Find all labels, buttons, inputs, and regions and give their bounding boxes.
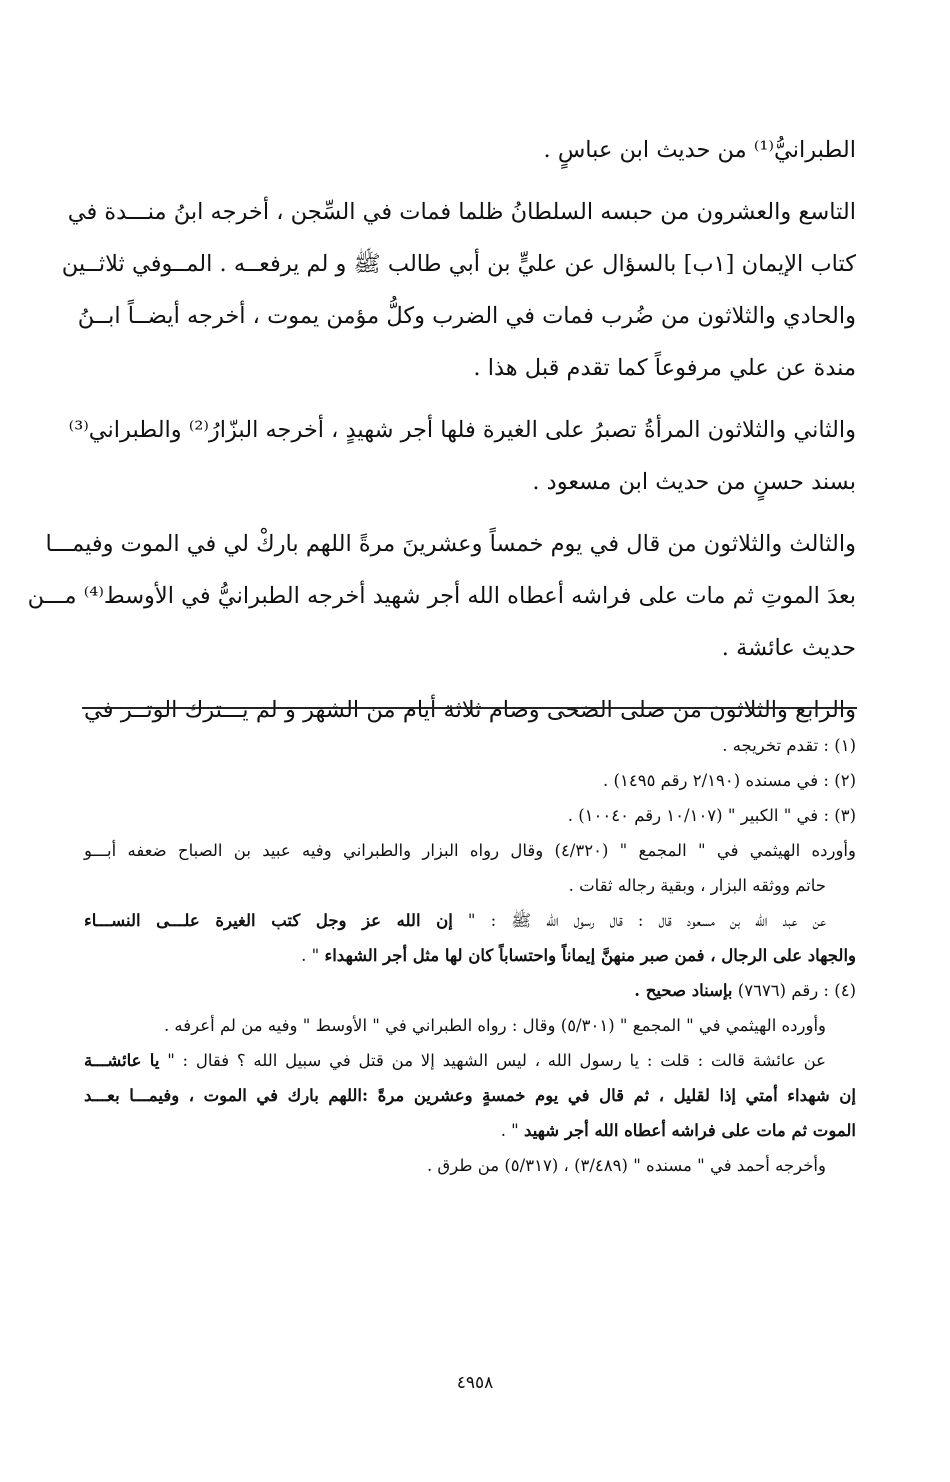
footnote-divider xyxy=(82,707,857,709)
footnote-1: (١) : تقدم تخريجه . xyxy=(722,736,856,755)
paragraph xyxy=(61,186,856,394)
text-line: حديث عائشة . xyxy=(721,635,856,661)
hadith-close: " . xyxy=(500,1121,519,1140)
footnote-4-grade: بإسناد صحيح . xyxy=(634,981,733,1000)
main-text xyxy=(27,124,856,746)
text-line: والثاني والثلاثون المرأةُ تصبرُ على الغيرة فلها أجر شهيدٍ ، أخرجه البزّارُ⁽²⁾ والطبراني⁽³⁾ xyxy=(68,417,856,443)
text-line: كتاب الإيمان [١ب] بالسؤال عن عليٍّ بن أبي طالب ﷺ و لم يرفعــه . المــوفي ثلاثــين xyxy=(61,251,856,277)
hadith-close: " . xyxy=(301,946,320,965)
text-line: والثالث والثلاثون من قال في يوم خمساً وعشرينَ مرةً اللهم باركْ لي في الموت وفيمـــا xyxy=(45,531,856,557)
text-line: الطبرانيُّ⁽¹⁾ من حديث ابن عباسٍ . xyxy=(543,137,856,163)
footnote-4-hadith-line xyxy=(84,1113,856,1148)
footnote-4-note-line: وأورده الهيثمي في " المجمع " (٥/٣٠١) وقال : رواه الطبراني في " الأوسط " وفيه من لم أعرفه . xyxy=(163,1016,826,1035)
footnote-3-hadith-line xyxy=(84,903,856,938)
text-line: مندة عن علي مرفوعاً كما تقدم قبل هذا . xyxy=(473,355,856,381)
hadith-text: الموت ثم مات على فراشه أعطاه الله أجر شهيد xyxy=(524,1121,856,1140)
paragraph xyxy=(68,404,856,508)
paragraph xyxy=(84,124,856,176)
footnote-3-note-line: وأورده الهيثمي في " المجمع " (٤/٣٢٠) وقال رواه البزار والطبراني وفيه عبيد بن الصباح ضعفه أبـــو xyxy=(84,841,856,860)
hadith-intro: عن عبد الله بن مسعود قال : قال رسول الله ﷺ : " xyxy=(467,911,826,930)
footnote-4-ref: (٤) : رقم (٧٦٧٦) xyxy=(737,981,856,1000)
footnote-3: (٣) : في " الكبير " (١٠/١٠٧ رقم ١٠٠٤٠) . xyxy=(567,806,856,825)
text-line: والحادي والثلاثون من ضُرب فمات في الضرب وكلُّ مؤمن يموت ، أخرجه أيضــاً ابــنُ xyxy=(77,303,856,329)
page-number: ٤٩٥٨ xyxy=(456,1373,494,1393)
text-line: التاسع والعشرون من حبسه السلطانُ ظلما فمات في السِّجن ، أخرجه ابنُ منـــدة في xyxy=(67,199,856,225)
footnote-3-note-line: حاتم ووثقه البزار ، وبقية رجاله ثقات . xyxy=(568,876,826,895)
footnotes xyxy=(84,728,856,1183)
text-line: والرابع والثلاثون من صلى الضحى وصام ثلاثة أيام من الشهر و لم يـــترك الوتــر في xyxy=(84,697,856,723)
hadith-text: والجهاد على الرجال ، فمن صبر منهنَّ إيماناً واحتساباً كان لها مثل أجر الشهداء xyxy=(324,946,856,965)
footnote-4-hadith-line xyxy=(84,1043,856,1078)
footnote-2: (٢) : في مسنده (٢/١٩٠ رقم ١٤٩٥) . xyxy=(603,771,856,790)
text-line: بعدَ الموتِ ثم مات على فراشه أعطاه الله أجر شهيد أخرجه الطبرانيُّ في الأوسط⁽⁴⁾ مـــن xyxy=(27,583,856,609)
paragraph xyxy=(27,518,856,674)
hadith-text: إن الله عز وجل كتب الغيرة علـــى النســـاء xyxy=(84,911,453,930)
hadith-intro: عن عائشة قالت : قلت : يا رسول الله ، ليس الشهيد إلا من قتل في سبيل الله ؟ فقال : " xyxy=(167,1051,826,1070)
text-line: بسند حسنٍ من حديث ابن مسعود . xyxy=(532,469,856,495)
footnote-4-note-line: وأخرجه أحمد في " مسنده " (٣/٤٨٩) ، (٥/٣١٧) من طرق . xyxy=(426,1156,826,1175)
footnote-4 xyxy=(84,973,856,1008)
footnote-4-hadith-line: إن شهداء أمتي إذا لقليل ، ثم قال في يوم خمسةٍ وعشرين مرةً :اللهم بارك في الموت ، وفيمـــا بعـــد xyxy=(84,1086,856,1105)
hadith-text: يا عائشـــة xyxy=(84,1051,160,1070)
footnote-3-hadith-line xyxy=(84,938,856,973)
